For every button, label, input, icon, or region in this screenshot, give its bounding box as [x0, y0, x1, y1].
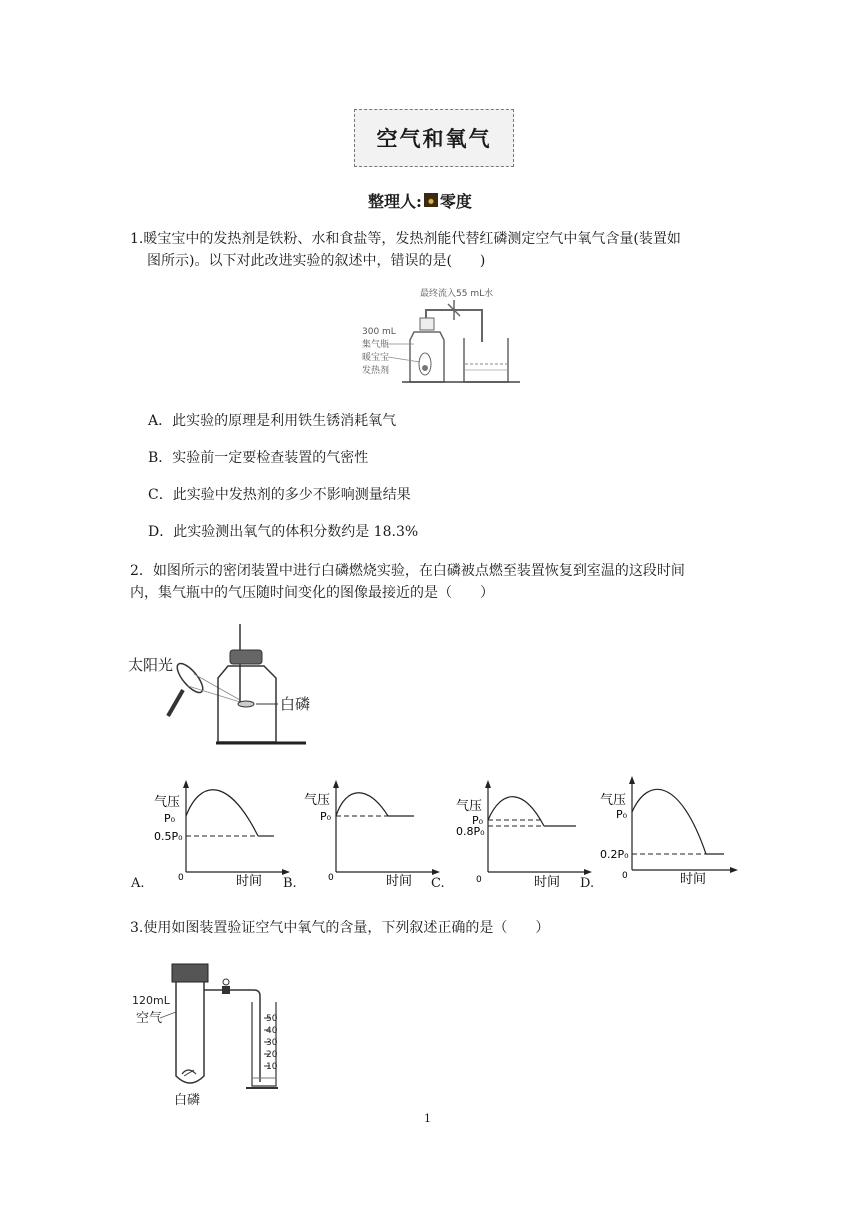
svg-text:气压: 气压: [456, 799, 483, 814]
organizer-line: [368, 188, 508, 212]
svg-text:0: 0: [328, 873, 334, 883]
svg-text:时间: 时间: [680, 872, 707, 887]
svg-text:30: 30: [266, 1038, 278, 1048]
graph-b: [300, 772, 440, 890]
q1-option-b: B．实验前一定要检查装置的气密性: [148, 450, 369, 466]
svg-text:发热剂: 发热剂: [362, 366, 390, 376]
question-2-line1: 2．如图所示的密闭装置中进行白磷燃烧实验，在白磷被点燃至装置恢复到室温的这段时间: [130, 563, 685, 579]
svg-text:时间: 时间: [534, 875, 561, 890]
svg-text:P₀: P₀: [320, 810, 332, 823]
page-title: 空气和氧气: [354, 109, 514, 167]
graph-c-letter: C.: [431, 876, 445, 891]
question-1-line2: 图所示)。以下对此改进实验的叙述中，错误的是( ): [147, 253, 486, 269]
svg-text:20: 20: [266, 1050, 278, 1060]
svg-text:气压: 气压: [304, 793, 331, 808]
organizer-label: 整理人:: [368, 191, 422, 211]
graph-c: [452, 772, 595, 891]
graph-d: [598, 772, 740, 890]
svg-text:300 mL: 300 mL: [362, 327, 396, 337]
page-number: 1: [424, 1112, 431, 1125]
graph-b-letter: B.: [283, 876, 297, 891]
svg-text:0.8P₀: 0.8P₀: [456, 825, 485, 838]
svg-text:时间: 时间: [386, 874, 413, 889]
svg-text:40: 40: [266, 1026, 278, 1036]
question-2-line2: 内，集气瓶中的气压随时间变化的图像最接近的是（ ）: [130, 585, 494, 601]
q3-air-label: 空气: [136, 1011, 163, 1026]
graph-a: [150, 772, 290, 890]
q1-option-c: C．此实验中发热剂的多少不影响测量结果: [148, 487, 411, 503]
svg-text:0: 0: [178, 873, 184, 883]
svg-text:气压: 气压: [154, 795, 181, 810]
fig1-top-label: 最终流入55 mL水: [420, 289, 494, 299]
graph-d-letter: D.: [580, 876, 595, 891]
organizer-name: 零度: [439, 191, 472, 211]
question-1-figure: [362, 282, 522, 388]
beaker-icon: [464, 338, 508, 382]
svg-text:集气瓶: 集气瓶: [362, 340, 390, 350]
svg-text:10: 10: [266, 1062, 278, 1072]
q3-phosphorus-label: 白磷: [174, 1093, 201, 1108]
svg-text:暖宝宝: 暖宝宝: [362, 353, 390, 363]
q1-option-a: A．此实验的原理是利用铁生锈消耗氧气: [148, 413, 397, 429]
white-phosphorus-label: 白磷: [280, 695, 311, 713]
svg-text:0: 0: [622, 871, 628, 881]
svg-text:P₀: P₀: [472, 814, 484, 827]
sunlight-label: 太阳光: [128, 656, 174, 674]
clamp-icon: [222, 979, 230, 994]
q3-volume-label: 120mL: [132, 994, 170, 1007]
svg-text:0.2P₀: 0.2P₀: [600, 848, 629, 861]
magnifier-icon: [168, 660, 240, 716]
svg-text:气压: 气压: [600, 793, 627, 808]
svg-text:0: 0: [476, 875, 482, 885]
q1-option-d: D．此实验测出氧气的体积分数约是 18.3%: [148, 524, 419, 540]
question-1-line1: 1.暖宝宝中的发热剂是铁粉、水和食盐等，发热剂能代替红磷测定空气中氧气含量(装置如: [130, 231, 681, 247]
svg-text:0.5P₀: 0.5P₀: [154, 830, 183, 843]
test-tube-icon: [172, 964, 208, 1083]
svg-text:P₀: P₀: [616, 808, 628, 821]
svg-text:P₀: P₀: [164, 812, 176, 825]
graph-a-letter: A.: [131, 876, 145, 891]
question-2-apparatus: [128, 620, 313, 748]
organizer-avatar-icon: [424, 193, 438, 207]
question-3-line1: 3.使用如图装置验证空气中氧气的含量，下列叙述正确的是（ ）: [130, 920, 550, 936]
gas-bottle-icon: [410, 318, 444, 382]
jar-icon: [218, 650, 276, 742]
svg-text:50: 50: [266, 1014, 278, 1024]
svg-text:时间: 时间: [236, 874, 263, 889]
question-3-apparatus: [130, 958, 280, 1108]
